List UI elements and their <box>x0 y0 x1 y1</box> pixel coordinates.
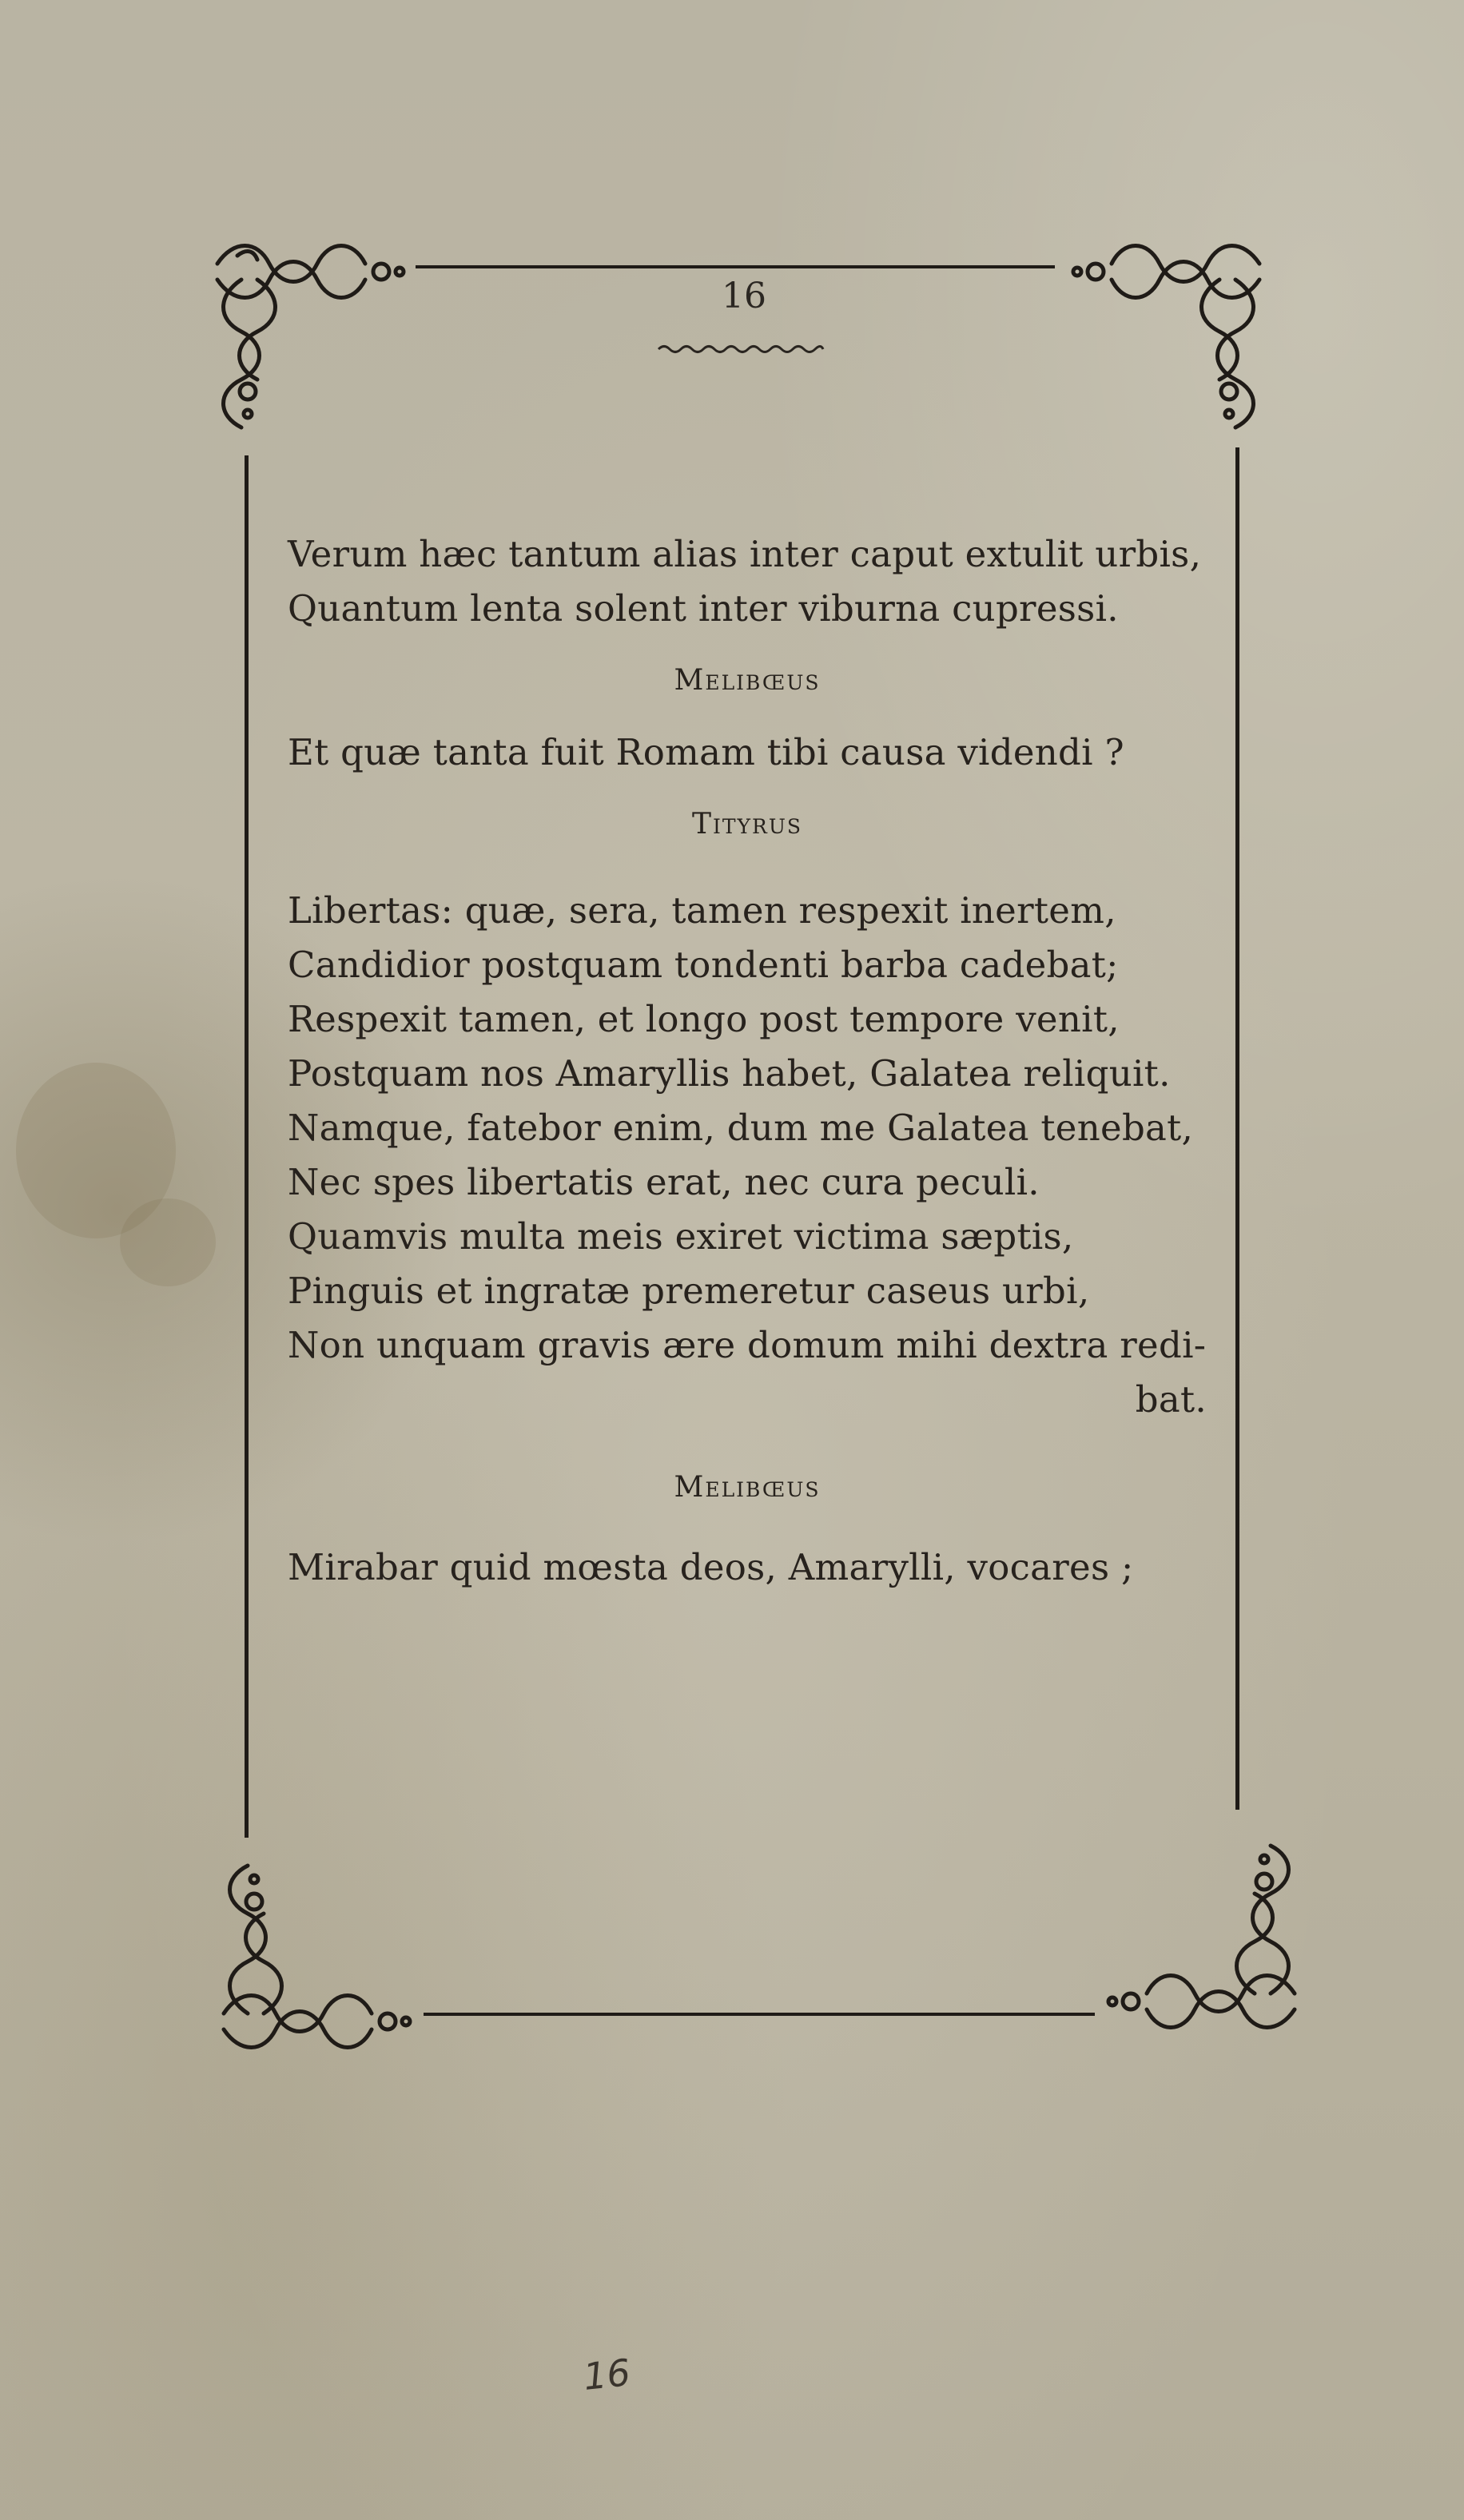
handwritten-page-note: 16 <box>581 2351 633 2399</box>
speaker-name: Melibœus <box>674 1471 821 1504</box>
speaker-name: Tityrus <box>691 808 803 841</box>
verse-line: Quantum lenta solent inter viburna cupressi. <box>288 587 1119 630</box>
verse-line: Respexit tamen, et longo post tempore venit, <box>288 998 1120 1040</box>
verse-line: Verum hæc tantum alias inter caput extulit urbis, <box>288 533 1202 575</box>
verse-line-continuation: bat. <box>1135 1378 1207 1421</box>
verse-line: Libertas: quæ, sera, tamen respexit inertem, <box>288 889 1116 932</box>
corner-ornament-top-right <box>1052 232 1267 447</box>
verse-line: Namque, fatebor enim, dum me Galatea tenebat, <box>288 1107 1194 1149</box>
corner-ornament-top-left <box>209 232 425 447</box>
page-number-underline <box>657 342 825 356</box>
page-number: 16 <box>722 276 766 316</box>
verse-line: Candidior postquam tondenti barba cadebat; <box>288 944 1119 986</box>
verse-line: Non unquam gravis ære domum mihi dextra redi- <box>288 1324 1207 1366</box>
verse-line: Postquam nos Amaryllis habet, Galatea reliquit. <box>288 1052 1171 1095</box>
paper-stain <box>120 1198 216 1286</box>
verse-line: Mirabar quid mœsta deos, Amarylli, vocares ; <box>288 1546 1134 1588</box>
verse-line: Nec spes libertatis erat, nec cura peculi. <box>288 1161 1040 1203</box>
verse-line: Pinguis et ingratæ premeretur caseus urbi, <box>288 1270 1090 1312</box>
verse-line: Quamvis multa meis exiret victima sæptis, <box>288 1215 1074 1258</box>
corner-ornament-bottom-left <box>216 1846 432 2061</box>
poem-text <box>288 527 1207 1595</box>
speaker-name: Melibœus <box>674 664 821 697</box>
verse-line: Et quæ tanta fuit Romam tibi causa videndi ? <box>288 731 1124 773</box>
frame-rule-left <box>245 455 249 1838</box>
frame-rule-bottom <box>424 2013 1095 2016</box>
frame-rule-top <box>416 265 1055 268</box>
corner-ornament-bottom-right <box>1087 1826 1303 2041</box>
frame-rule-right <box>1235 447 1239 1810</box>
